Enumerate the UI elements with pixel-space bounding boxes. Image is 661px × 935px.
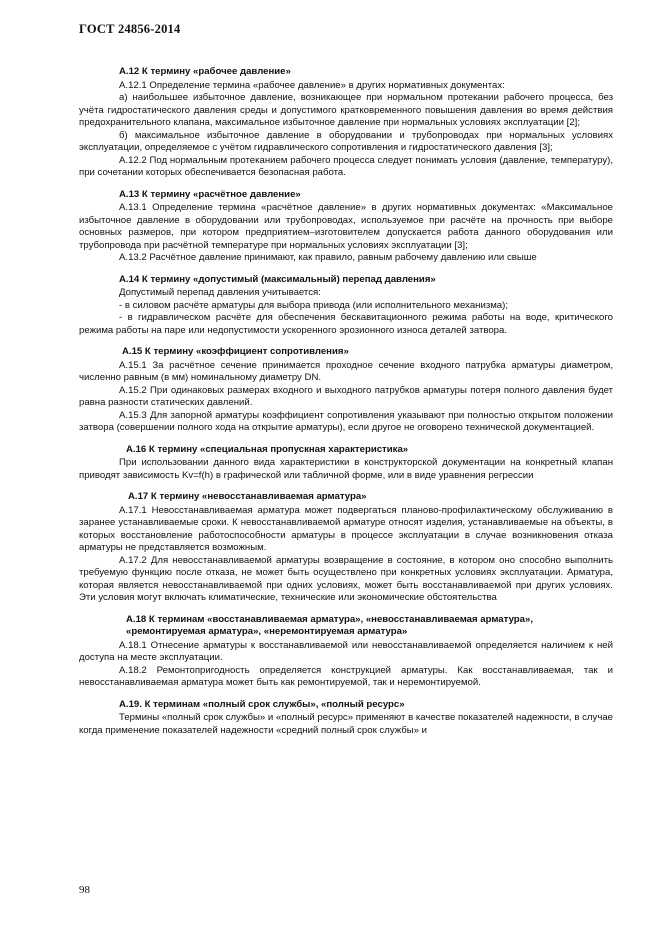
section-heading: А.13 К термину «расчётное давление» xyxy=(119,188,301,200)
document-body xyxy=(79,66,613,737)
paragraph: А.15.3 Для запорной арматуры коэффициент сопротивления указывают при полностью открытом положении затвора (совершении полного хода на открытие арматуры), если другое не оговорено технической документацией. xyxy=(79,409,613,433)
section-a17 xyxy=(79,491,613,605)
section-a13 xyxy=(79,189,613,265)
paragraph: А.17.2 Для невосстанавливаемой арматуры возвращение в состояние, в котором оно способно выполнить требуемую функцию после отказа, не может быть осуществлено при конкретных условиях эксплуатации. Арматура, которая является невосстанавливаемой при одних условиях, может быть восстанавливаемой при других условиях. Эти условия могут включать климатические, технические или экономические обстоятельства xyxy=(79,554,613,603)
paragraph: А.18.1 Отнесение арматуры к восстанавливаемой или невосстанавливаемой определяется наличием к ней доступа на месте эксплуатации. xyxy=(79,639,613,663)
section-heading: А.14 К термину «допустимый (максимальный) перепад давления» xyxy=(119,273,436,285)
section-a16 xyxy=(79,444,613,483)
paragraph: б) максимальное избыточное давление в оборудовании и трубопроводах при нормальных условиях эксплуатации, определяемое с учётом гидравлического сопротивления и гидростатического давления [3]; xyxy=(79,129,613,153)
section-heading: А.19. К терминам «полный срок службы», «полный ресурс» xyxy=(119,698,405,710)
paragraph: А.15.1 За расчётное сечение принимается проходное сечение входного патрубка арматуры диаметром, численно равным (в мм) номинальному диаметру DN. xyxy=(79,359,613,383)
paragraph: а) наибольшее избыточное давление, возникающее при нормальном протекании рабочего процесса, без учёта гидростатического давления среды и допустимого кратковременного повышения давления во время действия предохранительного клапана, максимальное избыточное давление при нормальных условиях эксплуатации [2]; xyxy=(79,92,613,128)
paragraph: А.17.1 Невосстанавливаемая арматура может подвергаться планово-профилактическому обслуживанию в заранее устанавливаемые сроки. К невосстанавливаемой арматуре относят изделия, устанавливаемые на объекты, в которых восстановление работоспособности арматуры в процессе эксплуатации в случае возникновения отказа арматуры не представляется возможным. xyxy=(79,504,613,553)
section-a14 xyxy=(79,274,613,338)
section-heading: А.15 К термину «коэффициент сопротивления» xyxy=(122,346,349,357)
section-heading: А.18 К терминам «восстанавливаемая арматура», «невосстанавливаемая арматура», «ремонтируемая арматура», «неремонтируемая арматура» xyxy=(126,613,533,637)
section-a18 xyxy=(79,614,613,690)
paragraph: - в гидравлическом расчёте для обеспечения бескавитационного режима работы на воде, критического режима работы на паре или недопустимости ускоренного эрозионного износа деталей затвора. xyxy=(79,312,613,336)
paragraph: Допустимый перепад давления учитывается: xyxy=(119,287,321,298)
paragraph: А.12.2 Под нормальным протеканием рабочего процесса следует понимать условия (давление, температуру), при сочетании которых обеспечивается безопасная работа. xyxy=(79,154,613,178)
paragraph: А.13.1 Определение термина «расчётное давление» в других нормативных документах: «Максимальное избыточное давление в оборудовании или трубопроводах, используемое при расчёте на прочность при выборе основных размеров, при котором предприятием–изготовителем допускается работа данного оборудования или трубопровода при расчётной температуре при нормальных условиях эксплуатации [3]; xyxy=(79,202,613,251)
document-header: ГОСТ 24856-2014 xyxy=(79,22,181,36)
paragraph: - в силовом расчёте арматуры для выбора привода (или исполнительного механизма); xyxy=(119,299,509,311)
paragraph: А.12.1 Определение термина «рабочее давление» в других нормативных документах: xyxy=(119,79,505,91)
paragraph: Термины «полный срок службы» и «полный ресурс» применяют в качестве показателей надежности, в случае когда применение показателей надежности «средний полный срок службы» и xyxy=(79,712,613,736)
paragraph: А.15.2 При одинаковых размерах входного и выходного патрубков арматуры потеря полного давления будет равна разности статических давлений. xyxy=(79,384,613,408)
section-a12 xyxy=(79,66,613,180)
section-a19 xyxy=(79,699,613,738)
section-a15 xyxy=(79,346,613,435)
paragraph: А.13.2 Расчётное давление принимают, как правило, равным рабочему давлению или свыше xyxy=(119,252,537,263)
section-heading: А.17 К термину «невосстанавливаемая арматура» xyxy=(128,491,367,502)
page-number: 98 xyxy=(79,884,90,896)
paragraph: При использовании данного вида характеристики в конструкторской документации на конкретный клапан приводят зависимость Kv=f(h) в графической или табличной форме, или в виде уравнения регрессии xyxy=(79,457,613,481)
paragraph: А.18.2 Ремонтопригодность определяется конструкцией арматуры. Как восстанавливаемая, так и невосстанавливаемая арматура может быть как ремонтируемой, так и неремонтируемой. xyxy=(79,664,613,688)
section-heading: А.12 К термину «рабочее давление» xyxy=(119,66,291,77)
section-heading: А.16 К термину «специальная пропускная характеристика» xyxy=(126,443,409,455)
